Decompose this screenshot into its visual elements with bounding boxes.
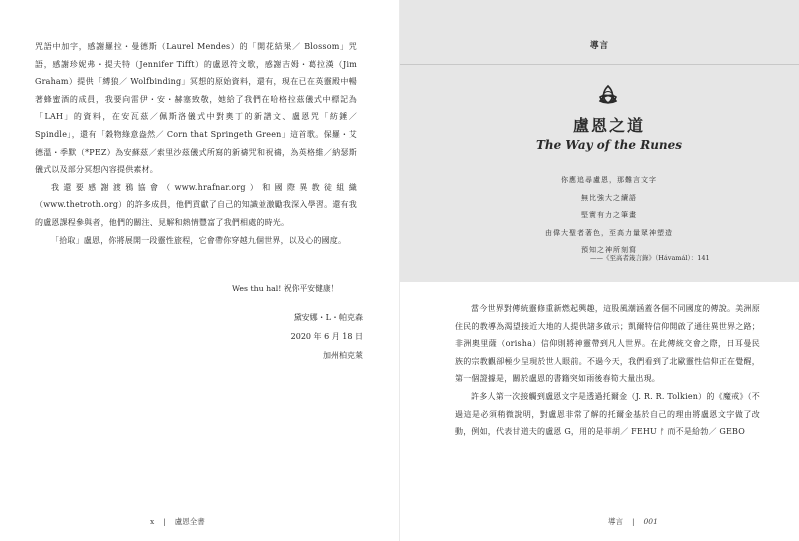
- left-footer-book-title: 盧恩全書: [174, 517, 205, 526]
- paragraph-closing: 「拾取」盧恩，你將展開一段靈性旅程，它會帶你穿越九個世界，以及心的國度。: [51, 235, 347, 245]
- section-label: 導言: [589, 41, 609, 51]
- paragraph-societies: 我還要感謝渡鴉協會（www.hrafnar.org）和國際異教徒組織（www.thetroth.org）的許多成員，他們貢獻了自己的知識並激勵我深入學習。還有我的盧恩課程參與者，他們的關注、見解和熱情豐富了我們相處的時光。: [35, 182, 357, 227]
- header-divider: [400, 64, 799, 65]
- chapter-title: 盧恩之道: [572, 116, 645, 135]
- paragraph-tolkien: 許多人第一次接觸到盧恩文字是透過托爾金（J. R. R. Tolkien）的《魔戒》（不過這是必須稍微說明，對盧恩非常了解的托爾金基於自己的理由將盧恩文字做了改動，例如，代表甘道夫的盧恩 G，用的是菲胡／ FEHU ᚠ 而不是給勃／ GEBO: [455, 391, 760, 437]
- footer-divider: |: [163, 517, 166, 526]
- right-page-number: 001: [643, 517, 658, 526]
- chapter-header-band: [400, 0, 799, 282]
- epigraph-line: 無比強大之續語: [581, 193, 637, 202]
- right-footer-section: 導言: [608, 517, 623, 526]
- signature-name: 黛安娜・L・帕克森: [293, 313, 363, 322]
- left-page-number: x: [150, 517, 155, 526]
- epigraph-source: ——《至高者箴言錄》（Hávamál）：141: [590, 254, 710, 262]
- blessing-line: Wes thu hal! 祝你平安健康！: [232, 284, 339, 293]
- footer-divider: |: [632, 517, 635, 526]
- right-footer: [608, 516, 658, 527]
- right-page: [400, 0, 799, 541]
- epigraph-line: 由偉大聖者著色，至高力量眾神塑造: [545, 228, 673, 237]
- epigraph: [400, 172, 799, 260]
- paragraph-acknowledgements: 咒語中加字，感謝羅拉・曼德斯（Laurel Mendes）的「開花結果／ Blossom」咒語，感謝珍妮弗・提夫特（Jennifer Tifft）的盧恩符文歌，感謝吉姆・葛拉漢（Jim Graham）提供「縛狼／ Wolfbinding」冥想的原始資料，還有，現在已在英靈殿中暢著蜂蜜酒的成員，我要向雷伊・安・赫塞致敬，她給了我們在哈格拉茲儀式中標記為「LAH」的資料，在安瓦茲／佩斯洛儀式中對奧丁的新譜文、盧恩咒「紡錘／ Spindle」，還有「穀物綠意盎然／ Corn that Springeth Green」這首歌。保羅・艾德溫・季默（*PEZ）為安蘇茲／索里沙茲儀式所寫的新禱咒和祝禱，為英格維／納瑟斯儀式以及部分冥想內容提供素材。: [35, 42, 357, 175]
- chapter-subtitle: The Way of the Runes: [535, 138, 683, 152]
- signature-date: 2020 年 6 月 18 日: [290, 332, 363, 341]
- epigraph-line: 堅實有力之筆畫: [581, 211, 637, 219]
- left-footer: [150, 516, 205, 527]
- epigraph-line: 你應追尋盧恩，那難言文字: [561, 176, 657, 184]
- paragraph-intro: 當今世界對傳統靈修重新燃起興趣，這股風潮涵蓋各個不同國度的傳說。美洲原住民的教導為渴望接近大地的人提供諸多啟示；凱爾特信仰開啟了通往異世界之路；非洲奧里薩（orisha）信仰則將神靈帶到凡人世界。在此傳統交會之際，日耳曼民族的宗教觀卻極少呈現於世人眼前。不過今天，我們看到了北歐靈性信仰正在覺醒，第一個證據是，關於盧恩的書籍突如雨後春筍大量出現。: [455, 304, 760, 384]
- epigraph-line: 預知之神所刻寫: [581, 246, 637, 254]
- signature-place: 加州柏克萊: [323, 351, 363, 360]
- right-page-body: [455, 300, 760, 441]
- left-page-body: [35, 38, 357, 249]
- triquetra-knot-icon: [596, 83, 620, 107]
